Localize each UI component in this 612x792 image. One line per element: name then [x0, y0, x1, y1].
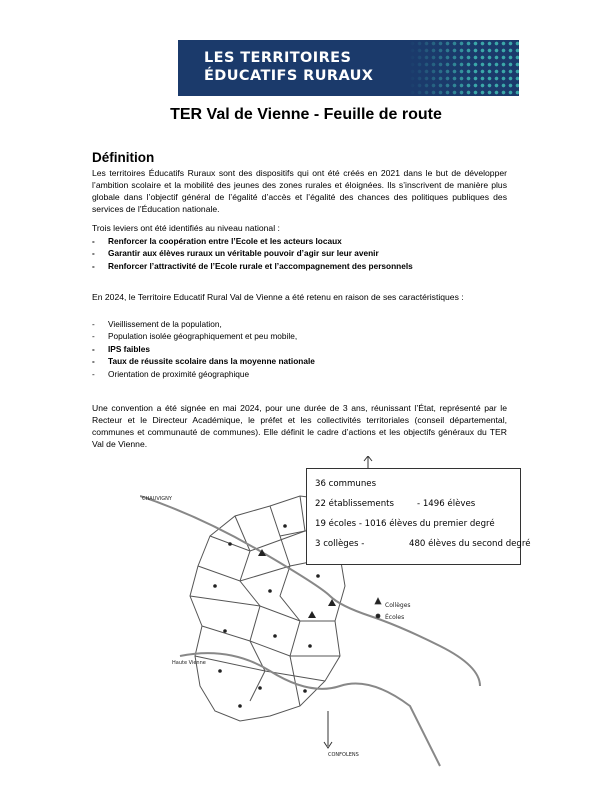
characteristic-item: - IPS faibles: [92, 343, 507, 355]
map-label-se: CONFOLENS: [328, 752, 359, 758]
stat-colleges: 3 collèges -: [315, 539, 365, 549]
legend-colleges-label: Collèges: [385, 602, 411, 609]
school-marker: [238, 704, 242, 708]
stat-eleves-total: - 1496 élèves: [417, 499, 476, 509]
banner-title-line-2: ÉDUCATIFS RURAUX: [204, 68, 374, 84]
lever-item: - Renforcer la coopération entre l’Ecole et les acteurs locaux: [92, 235, 507, 247]
map-label-nw: CHAUVIGNY: [142, 496, 172, 502]
lever-item: - Renforcer l’attractivité de l’Ecole rurale et l’accompagnement des personnels: [92, 260, 507, 272]
school-marker: [303, 689, 307, 693]
school-marker: [228, 542, 232, 546]
stats-box: [306, 468, 531, 565]
characteristic-item: - Vieillissement de la population,: [92, 318, 507, 330]
school-marker: [223, 629, 227, 633]
school-marker: [268, 589, 272, 593]
school-marker: [218, 669, 222, 673]
levers-intro: Trois leviers ont été identifiés au niveau national :: [92, 223, 280, 233]
school-marker: [273, 634, 277, 638]
banner-title-line-1: LES TERRITOIRES: [204, 50, 352, 66]
legend-ecoles-label: Écoles: [385, 614, 405, 621]
school-marker: [316, 574, 320, 578]
stat-communes: 36 communes: [315, 479, 377, 489]
page-title: TER Val de Vienne - Feuille de route: [170, 106, 442, 123]
definition-heading: Définition: [92, 150, 155, 165]
definition-intro: Les territoires Éducatifs Ruraux sont des dispositifs qui ont été créés en 2021 dans le but de développer l’ambition scolaire et la mobilité des jeunes des zones rurales et éloignées. Ils s’inscrivent de manière plus globale dans l’objectif général de l’égalité d’accès et l’égalité des chances des politiques publiques des services de l’Éducation nationale.: [92, 168, 507, 214]
school-marker: [213, 584, 217, 588]
convention-paragraph: Une convention a été signée en mai 2024, pour une durée de 3 ans, réunissant l’État, représenté par le Recteur et le Directeur Académique, le préfet et les collectivités territoriales (conseil départemental, communes et communauté de communes). Elle définit le cadre d’actions et les objectifs généraux du TER Val de Vienne.: [92, 403, 507, 449]
characteristic-item: - Population isolée géographiquement et peu mobile,: [92, 330, 507, 342]
stat-eleves-second: 480 élèves du second degré: [409, 539, 531, 549]
school-marker: [308, 644, 312, 648]
selection-intro: En 2024, le Territoire Educatif Rural Val de Vienne a été retenu en raison de ses caractéristiques :: [92, 292, 464, 302]
characteristics-list: [92, 318, 507, 380]
school-marker: [258, 686, 262, 690]
stat-ecoles: 19 écoles - 1016 élèves du premier degré: [315, 519, 495, 529]
levers-list: [92, 235, 507, 272]
lever-item: - Garantir aux élèves ruraux un véritable pouvoir d’agir sur leur avenir: [92, 247, 507, 259]
school-marker: [283, 524, 287, 528]
characteristic-item: - Orientation de proximité géographique: [92, 368, 507, 380]
stat-etablissements: 22 établissements: [315, 499, 395, 509]
banner-dot-pattern: [409, 40, 519, 96]
map-label-sw: Haute Vienne: [172, 660, 206, 666]
college-marker: [308, 611, 316, 618]
program-banner: [178, 40, 519, 96]
characteristic-item: - Taux de réussite scolaire dans la moyenne nationale: [92, 355, 507, 367]
